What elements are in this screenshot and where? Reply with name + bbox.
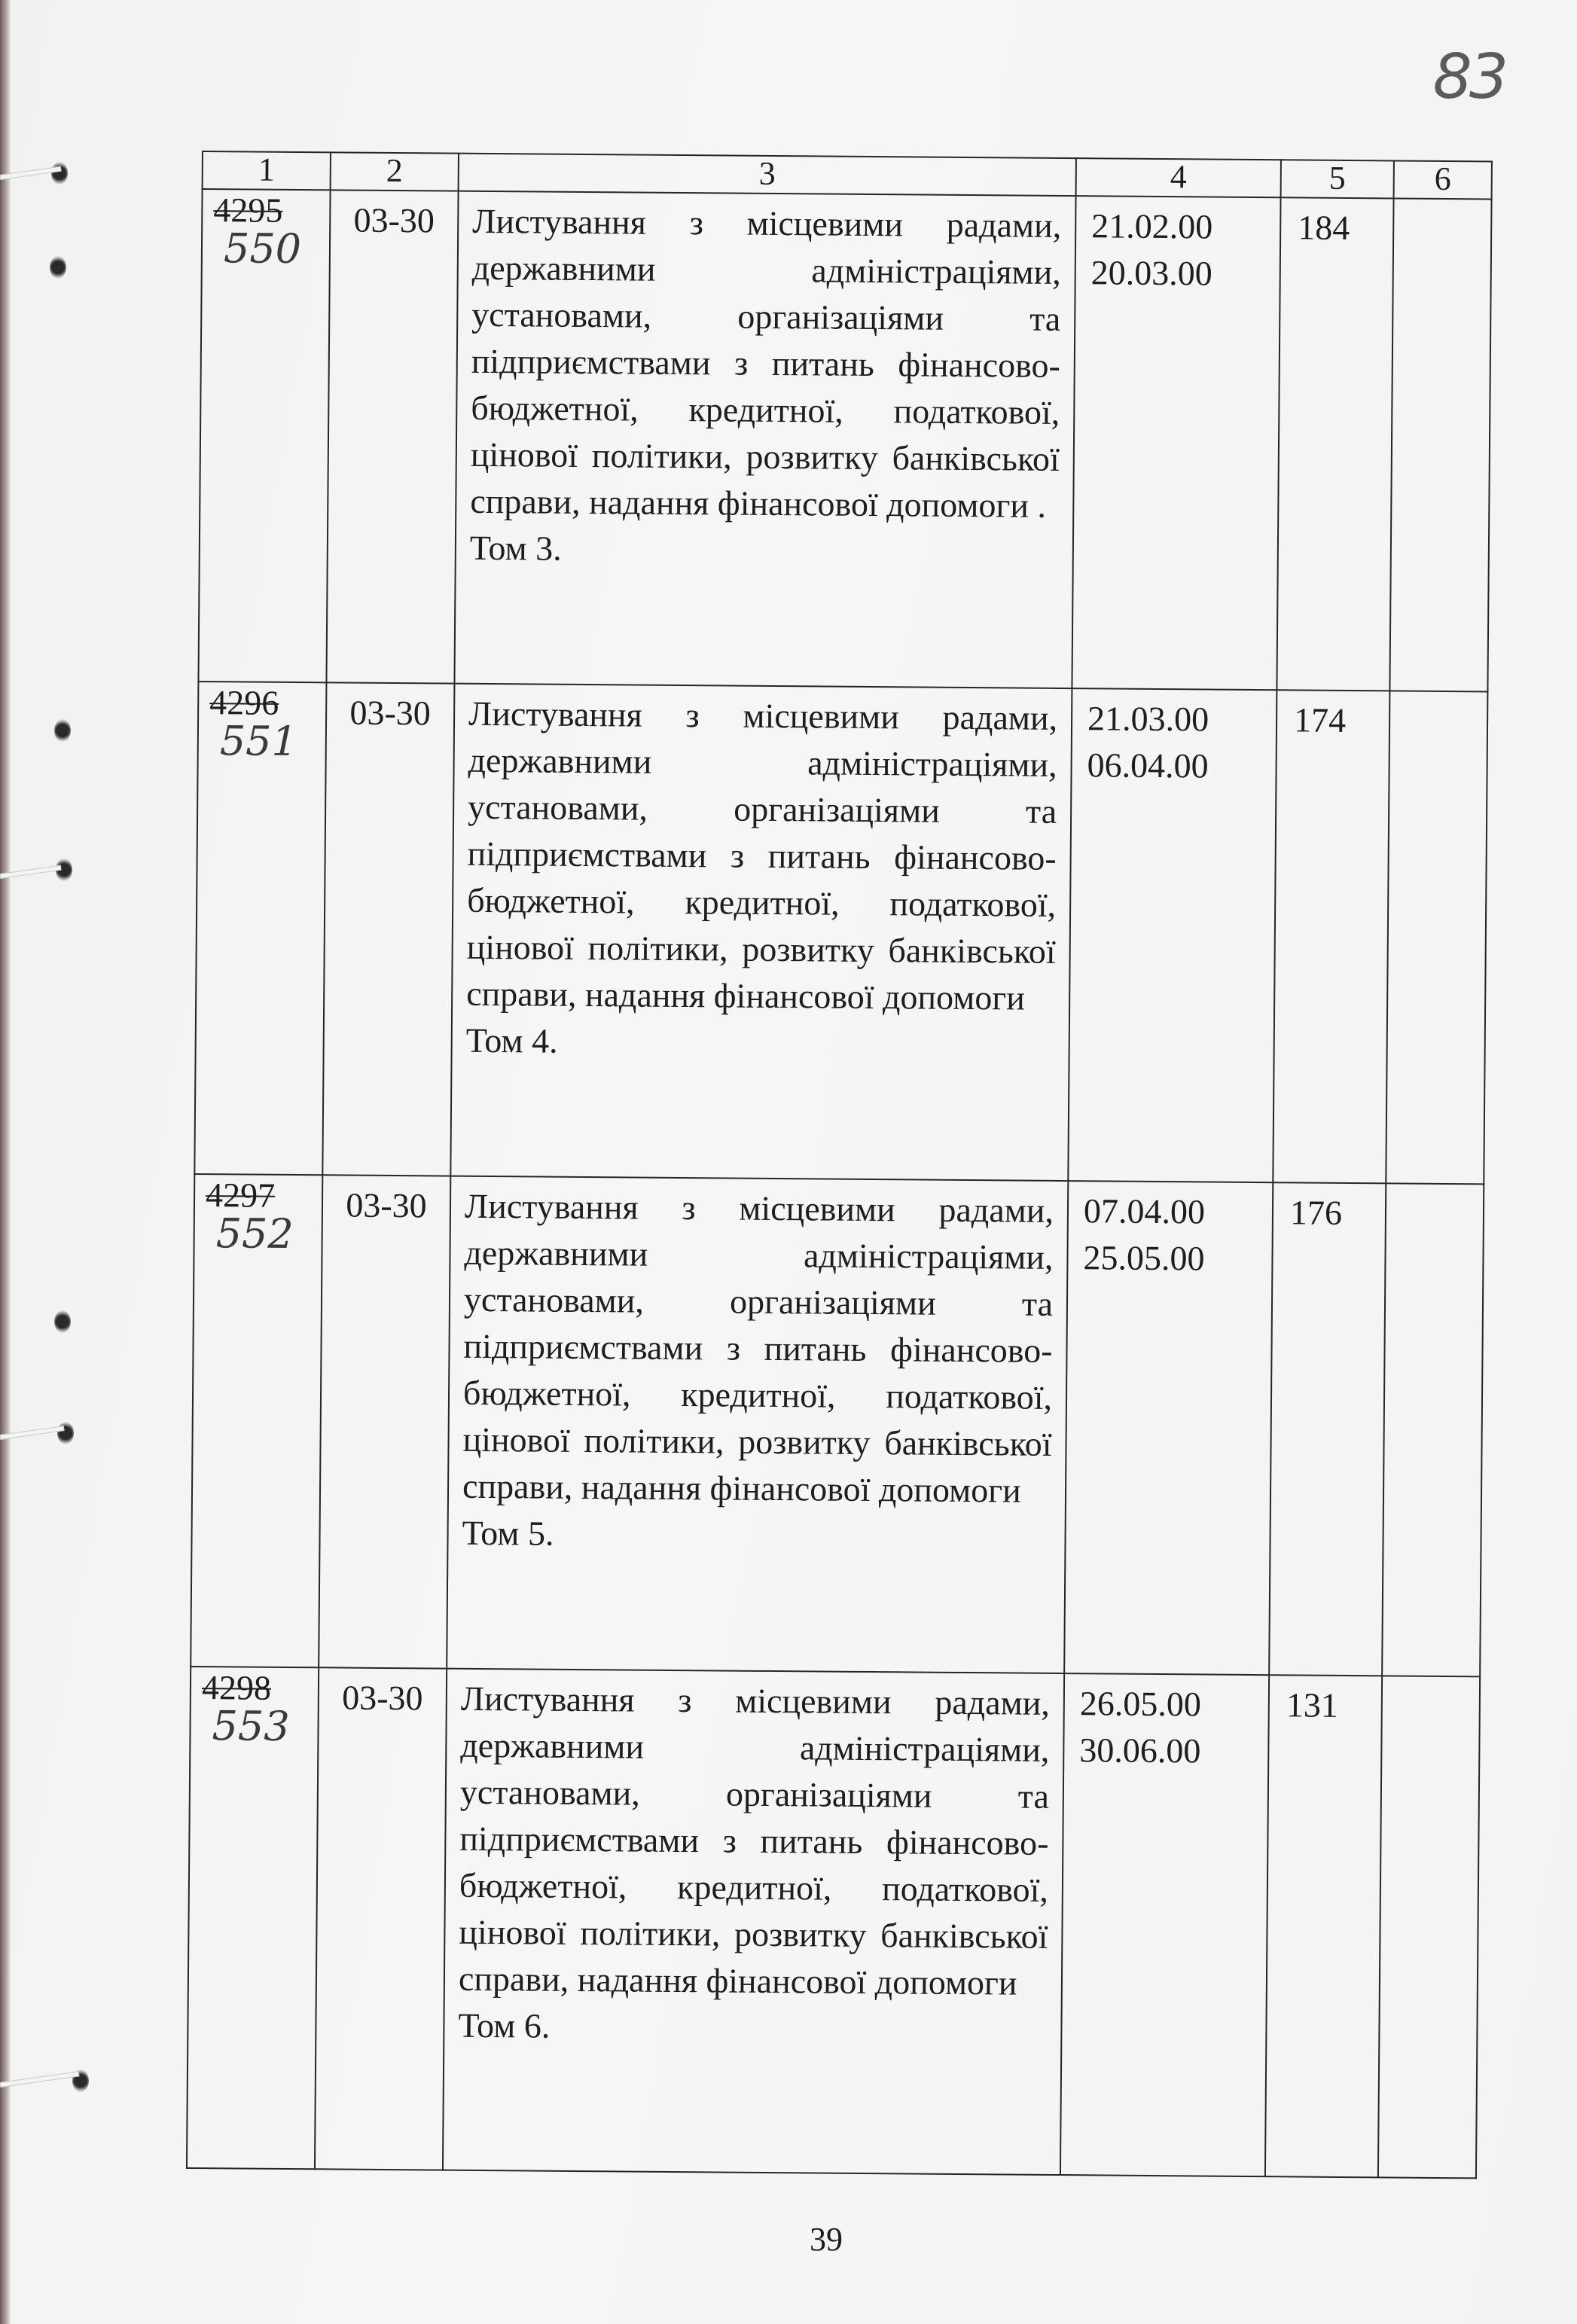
volume-label: Том 4. xyxy=(465,1020,558,1060)
sheet-count: 174 xyxy=(1273,690,1389,1183)
binding-string xyxy=(0,2071,79,2088)
page-number: 39 xyxy=(810,2221,843,2258)
file-description-cell xyxy=(443,1669,1064,2175)
sheet-count: 131 xyxy=(1265,1675,1382,2177)
file-description: Листування з місцевими радами, державними адміністраціями, установами, організаціями та підприємствами з питань фінансово-бюджетної, кредитної, податкової, цінової політики, розвитку банківської справи, надання фінансової допомоги xyxy=(458,1679,1051,2002)
table-row xyxy=(191,1174,1484,1676)
end-date: 30.06.00 xyxy=(1079,1731,1201,1770)
file-number-cell xyxy=(191,1174,322,1667)
index-code: 03-30 xyxy=(326,190,458,683)
sheet-count: 184 xyxy=(1277,197,1393,691)
start-date: 21.02.00 xyxy=(1091,206,1213,246)
index-code: 03-30 xyxy=(319,1175,450,1668)
file-description: Листування з місцевими радами, державними адміністраціями, установами, організаціями та підприємствами з питань фінансово-бюджетної, кредитної, податкової, цінової політики, розвитку банківської справи, надання фінансової допомоги xyxy=(466,694,1058,1017)
old-file-number: 4296 xyxy=(209,683,279,722)
table-row xyxy=(194,682,1487,1184)
dates-cell xyxy=(1068,688,1277,1182)
binding-hole xyxy=(50,256,66,279)
file-description: Листування з місцевими радами, державними адміністраціями, установами, організаціями та підприємствами з питань фінансово-бюджетної, кредитної, податкової, цінової політики, розвитку банківської справи, надання фінансової допомоги . xyxy=(470,201,1062,525)
binding-hole xyxy=(51,162,68,185)
new-file-number: 553 xyxy=(212,1702,290,1750)
file-description: Листування з місцевими радами, державними адміністраціями, установами, організаціями та підприємствами з питань фінансово-бюджетної, кредитної, податкової, цінової політики, розвитку банківської справи, надання фінансової допомоги xyxy=(462,1186,1054,1510)
old-file-number: 4295 xyxy=(213,191,283,230)
volume-label: Том 5. xyxy=(462,1513,554,1553)
binding-hole xyxy=(54,1310,71,1333)
dates-cell xyxy=(1064,1181,1273,1675)
sheet-count: 176 xyxy=(1269,1182,1386,1676)
index-code: 03-30 xyxy=(315,1667,447,2170)
notes-cell xyxy=(1378,1676,1480,2178)
binding-edge xyxy=(0,0,11,2324)
start-date: 21.03.00 xyxy=(1087,699,1209,739)
column-header: 3 xyxy=(459,154,1076,196)
notes-cell xyxy=(1386,691,1487,1184)
column-header: 5 xyxy=(1281,160,1394,198)
file-description-cell xyxy=(450,684,1072,1181)
binding-hole xyxy=(57,1422,74,1444)
notes-cell xyxy=(1382,1183,1484,1676)
dates-cell xyxy=(1072,196,1280,690)
file-number-cell xyxy=(187,1667,319,2169)
end-date: 20.03.00 xyxy=(1090,253,1212,293)
handwritten-folio-number: 83 xyxy=(1432,41,1505,113)
notes-cell xyxy=(1389,198,1491,691)
file-description-cell xyxy=(447,1176,1068,1673)
end-date: 06.04.00 xyxy=(1087,746,1209,785)
file-description-cell xyxy=(454,191,1075,688)
inventory-table-area xyxy=(186,151,1491,2209)
new-file-number: 552 xyxy=(215,1209,294,1258)
start-date: 07.04.00 xyxy=(1083,1191,1206,1231)
file-number-cell xyxy=(194,682,326,1175)
column-header: 1 xyxy=(203,151,331,190)
inventory-table xyxy=(186,151,1493,2179)
start-date: 26.05.00 xyxy=(1079,1684,1202,1724)
end-date: 25.05.00 xyxy=(1083,1238,1205,1278)
binding-hole xyxy=(54,719,71,742)
file-number-cell xyxy=(198,189,330,682)
column-header: 2 xyxy=(331,152,459,191)
index-code: 03-30 xyxy=(322,682,454,1176)
table-row xyxy=(187,1667,1480,2178)
volume-label: Том 6. xyxy=(458,2005,551,2045)
new-file-number: 550 xyxy=(223,224,302,273)
old-file-number: 4297 xyxy=(205,1176,276,1215)
column-header: 6 xyxy=(1394,160,1492,199)
column-header: 4 xyxy=(1076,158,1281,197)
old-file-number: 4298 xyxy=(201,1668,272,1707)
table-row xyxy=(198,189,1491,691)
volume-label: Том 3. xyxy=(469,528,562,568)
dates-cell xyxy=(1060,1673,1269,2176)
new-file-number: 551 xyxy=(219,717,298,766)
